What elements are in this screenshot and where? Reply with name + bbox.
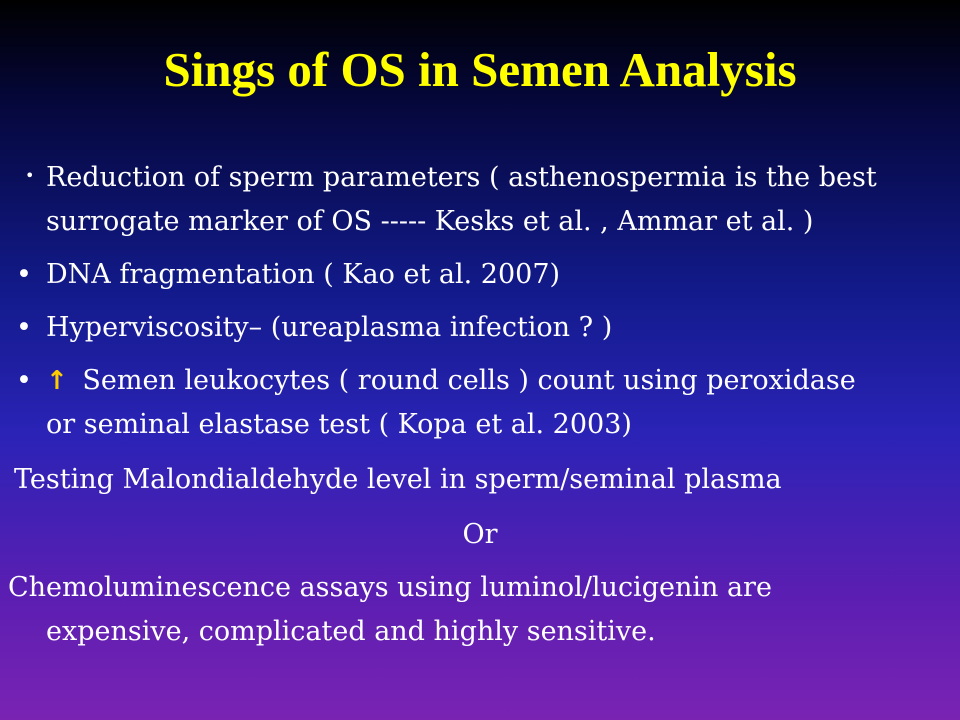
bullet-item-leukocytes [16, 359, 936, 447]
bullet-text-line-1: Reduction of sperm parameters ( asthenospermia is the best [46, 162, 877, 193]
up-arrow-icon: ↑ [46, 366, 68, 396]
bullet-dot-icon: • [16, 259, 32, 290]
bullet-item-dna-fragmentation [16, 253, 936, 297]
or-text: Or [462, 519, 498, 550]
bullet-text-line-2: surrogate marker of OS ----- Kesks et al. , Ammar et al. ) [46, 206, 814, 237]
chemoluminescence-text [8, 566, 948, 654]
bullet-dot-icon: • [16, 312, 32, 343]
slide-title: Sings of OS in Semen Analysis [163, 42, 797, 97]
chemoluminescence-line-1: Chemoluminescence assays using luminol/lucigenin are [8, 572, 772, 603]
bullet-text: DNA fragmentation ( Kao et al. 2007) [46, 259, 561, 290]
bullet-item-hyperviscosity [16, 306, 936, 350]
bullet-text: Hyperviscosity– (ureaplasma infection ? ) [46, 312, 613, 343]
bullet-dot-icon: • [16, 365, 32, 396]
bullet-text-line-2: or seminal elastase test ( Kopa et al. 2003) [46, 409, 632, 440]
chemoluminescence-line-2: expensive, complicated and highly sensitive. [46, 616, 656, 647]
bullet-item-sperm-parameters [25, 156, 936, 244]
bullet-dot-icon: • [25, 166, 35, 185]
bullet-text-line-1: Semen leukocytes ( round cells ) count using peroxidase [73, 365, 856, 396]
testing-text: Testing Malondialdehyde level in sperm/seminal plasma [14, 464, 782, 495]
